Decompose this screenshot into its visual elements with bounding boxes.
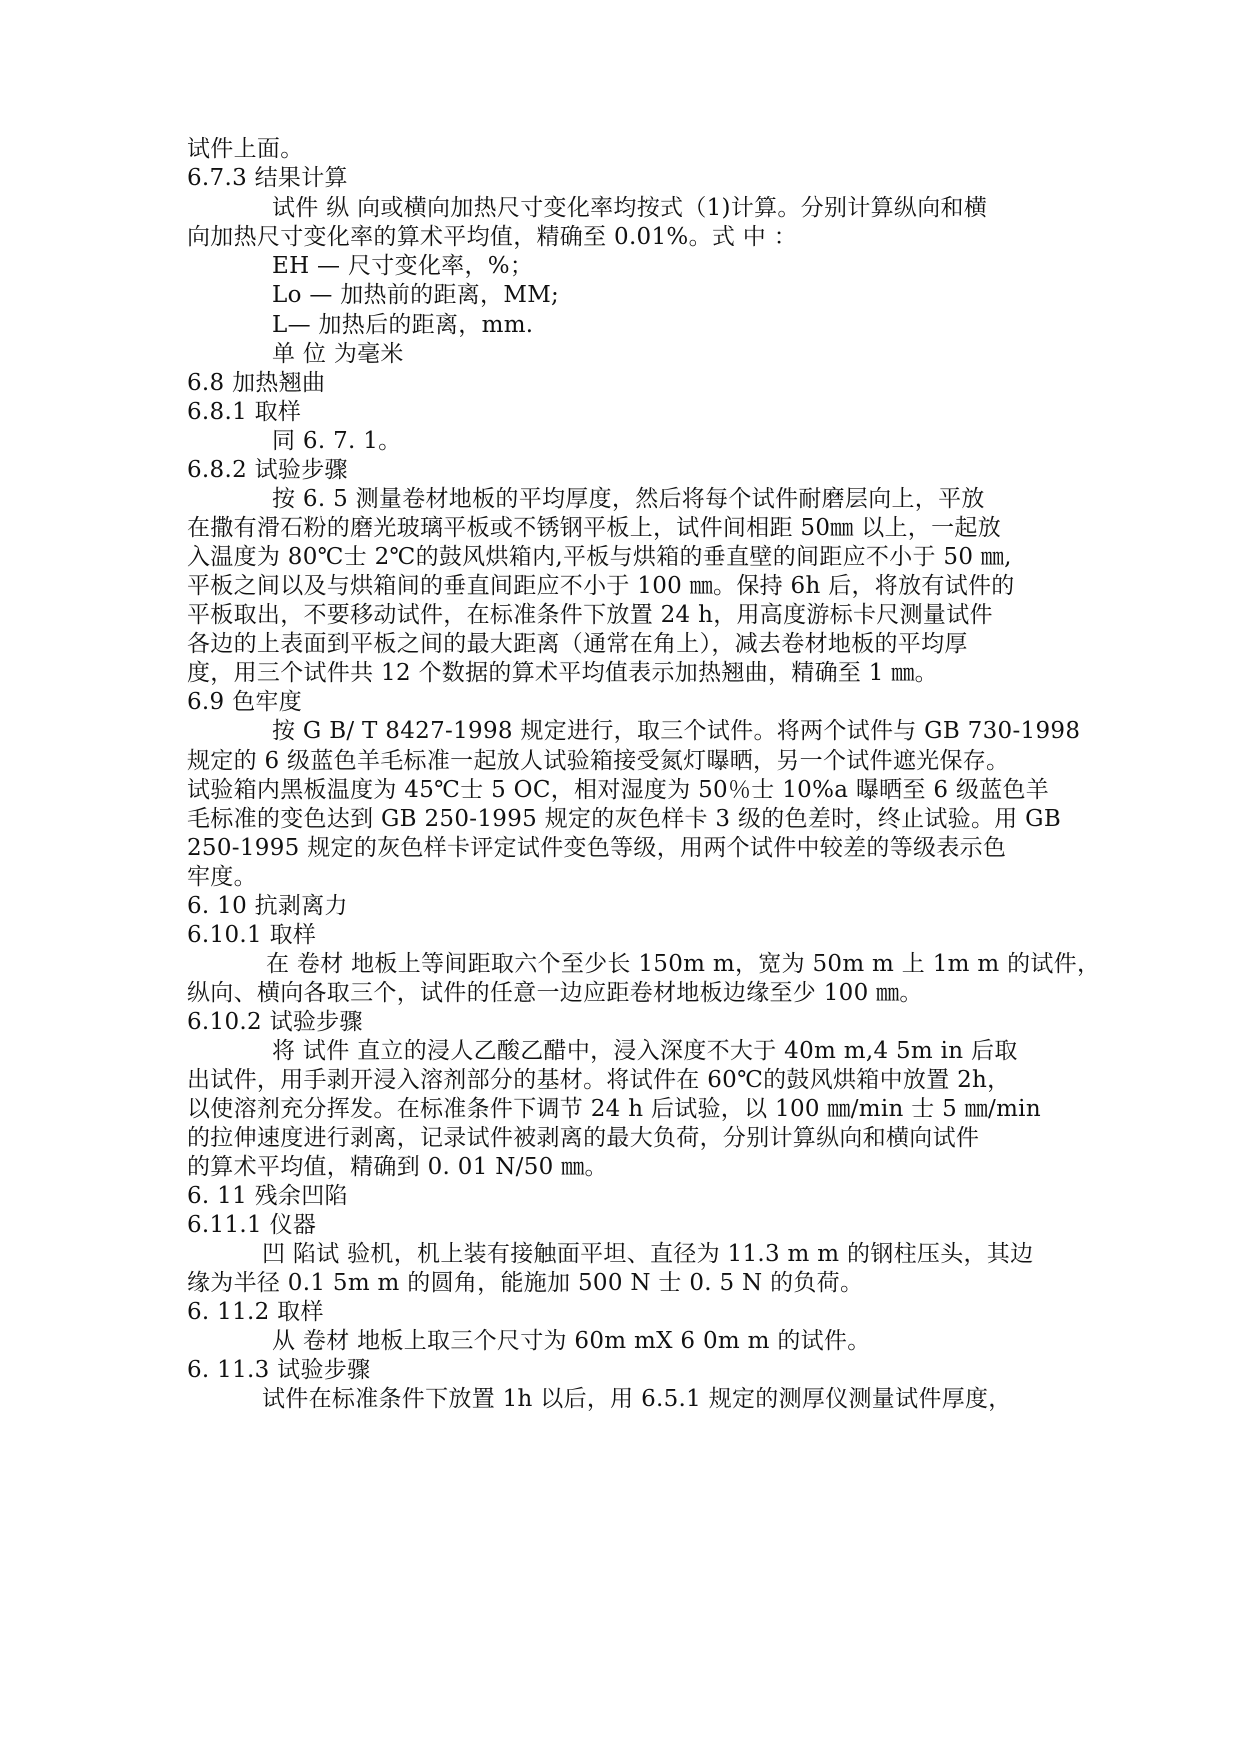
text-line: 在 卷材 地板上等间距取六个至少长 150m m，宽为 50m m 上 1m m 的试件， — [266, 951, 1101, 977]
text-line: 试件上面。 — [187, 136, 304, 162]
text-line: Lo — 加热前的距离，MM; — [272, 282, 560, 308]
section-heading: 6. 11.2 取样 — [187, 1299, 324, 1325]
section-heading: 6.9 色牢度 — [187, 689, 302, 715]
section-heading: 6.8.1 取样 — [187, 399, 302, 425]
text-line: 单 位 为毫米 — [272, 341, 404, 367]
text-line: 按 6. 5 测量卷材地板的平均厚度，然后将每个试件耐磨层向上，平放 — [272, 486, 985, 512]
text-line: EH — 尺寸变化率，%； — [272, 253, 534, 279]
text-line: 的算术平均值，精确到 0. 01 N/50 ㎜。 — [187, 1154, 608, 1180]
text-line: 纵向、横向各取三个，试件的任意一边应距卷材地板边缘至少 100 ㎜。 — [187, 980, 923, 1006]
text-line: 试件在标准条件下放置 1h 以后，用 6.5.1 规定的测厚仪测量试件厚度， — [262, 1386, 1012, 1412]
text-line: 出试件，用手剥开浸入溶剂部分的基材。将试件在 60℃的鼓风烘箱中放置 2h， — [187, 1067, 1011, 1093]
text-line: 按 G B/ T 8427-1998 规定进行，取三个试件。将两个试件与 GB 730-1998 — [272, 718, 1081, 744]
text-line: 入温度为 80℃士 2℃的鼓风烘箱内,平板与烘箱的垂直壁的间距应不小于 50 ㎜, — [187, 544, 1012, 570]
text-line: 牢度。 — [187, 864, 257, 890]
text-line: 在撒有滑石粉的磨光玻璃平板或不锈钢平板上，试件间相距 50㎜ 以上，一起放 — [187, 515, 1001, 541]
text-line: 同 6. 7. 1。 — [272, 428, 402, 454]
text-line: 平板取出，不要移动试件，在标准条件下放置 24 h，用高度游标卡尺测量试件 — [187, 602, 993, 628]
section-heading: 6. 11 残余凹陷 — [187, 1183, 348, 1209]
text-line: 向加热尺寸变化率的算术平均值，精确至 0.01%。式 中 ： — [187, 224, 797, 250]
text-line: 平板之间以及与烘箱间的垂直间距应不小于 100 ㎜。保持 6h 后，将放有试件的 — [187, 573, 1015, 599]
text-line: 凹 陷试 验机，机上装有接触面平坦、直径为 11.3 m m 的钢柱压头，其边 — [262, 1241, 1034, 1267]
text-line: 度，用三个试件共 12 个数据的算术平均值表示加热翘曲，精确至 1 ㎜。 — [187, 660, 938, 686]
text-line: 的拉伸速度进行剥离，记录试件被剥离的最大负荷，分别计算纵向和横向试件 — [187, 1125, 980, 1151]
section-heading: 6.10.2 试验步骤 — [187, 1009, 363, 1035]
section-heading: 6.10.1 取样 — [187, 922, 317, 948]
text-line: 试验箱内黑板温度为 45℃士 5 OC，相对湿度为 50％士 10%a 曝晒至 6 级蓝色羊 — [187, 777, 1050, 803]
text-line: 毛标准的变色达到 GB 250-1995 规定的灰色样卡 3 级的色差时，终止试验。用 GB — [187, 806, 1062, 832]
text-line: 缘为半径 0.1 5m m 的圆角，能施加 500 N 士 0. 5 N 的负荷。 — [187, 1270, 864, 1296]
text-line: 试件 纵 向或横向加热尺寸变化率均按式（1)计算。分别计算纵向和横 — [272, 195, 988, 221]
section-heading: 6. 10 抗剥离力 — [187, 893, 348, 919]
text-line: 以使溶剂充分挥发。在标准条件下调节 24 h 后试验，以 100 ㎜/min 士 5 ㎜/min — [187, 1096, 1041, 1122]
section-heading: 6. 11.3 试验步骤 — [187, 1357, 371, 1383]
text-line: L— 加热后的距离，mm. — [272, 312, 534, 338]
text-line: 规定的 6 级蓝色羊毛标准一起放人试验箱接受氮灯曝晒，另一个试件遮光保存。 — [187, 748, 1010, 774]
text-line: 250-1995 规定的灰色样卡评定试件变色等级，用两个试件中较差的等级表示色 — [187, 835, 1007, 861]
section-heading: 6.7.3 结果计算 — [187, 165, 348, 191]
text-line: 各边的上表面到平板之间的最大距离（通常在角上），减去卷材地板的平均厚 — [187, 631, 968, 657]
text-line: 将 试件 直立的浸人乙酸乙醋中，浸入深度不大于 40m m,4 5m in 后取 — [272, 1038, 1018, 1064]
text-line: 从 卷材 地板上取三个尺寸为 60m mX 6 0m m 的试件。 — [272, 1328, 871, 1354]
section-heading: 6.11.1 仪器 — [187, 1212, 317, 1238]
section-heading: 6.8 加热翘曲 — [187, 370, 326, 396]
section-heading: 6.8.2 试验步骤 — [187, 457, 348, 483]
